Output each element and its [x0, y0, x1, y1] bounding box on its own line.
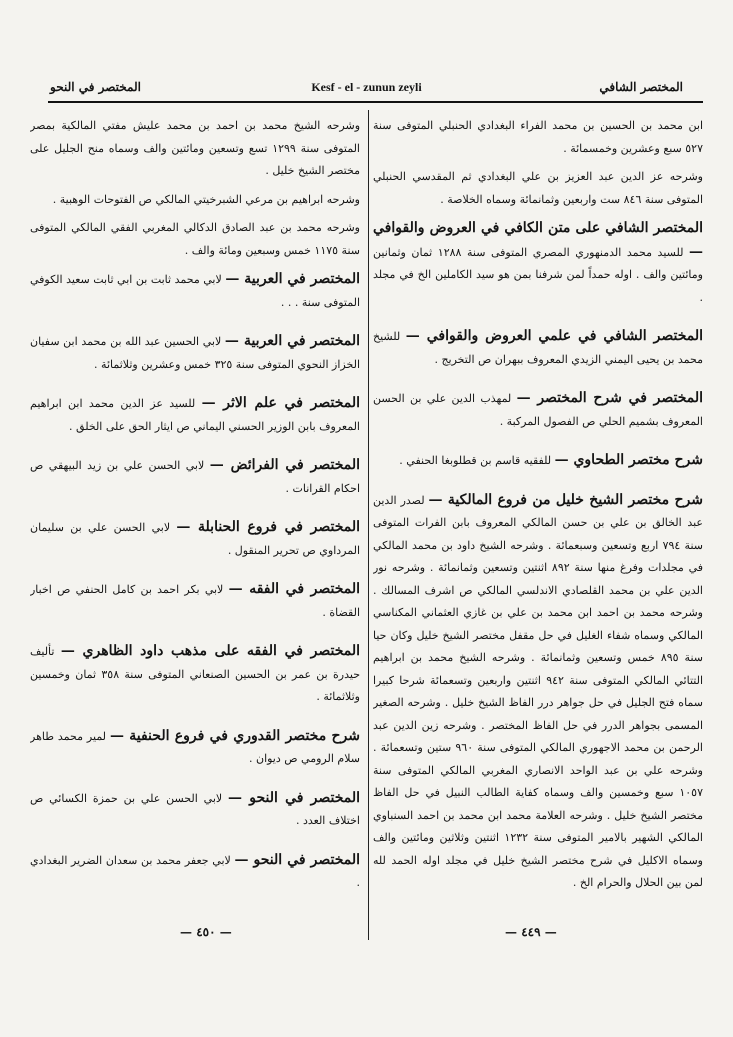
right-column: [373, 115, 703, 930]
entry-text: للسيد عز الدين محمد ابن ابراهيم المعروف بابن الوزير الحسني اليماني ص ايثار الحق على الخلق .: [30, 397, 360, 433]
entry-text: لابي بكر احمد بن كامل الحنفي ص اخبار القضاة .: [30, 583, 360, 619]
header-right-title: المختصر الشافي: [599, 80, 683, 94]
entry-text: تأليف حيدرة بن عمر بن الحسين الصنعاني المتوفى سنة ٣٥٨ ثمان وخمسين وثلاثمائة .: [30, 645, 360, 703]
entry-title: المختصر الشافي في علمي العروض والقوافي —: [405, 328, 703, 344]
entry-title: المختصر الشافي على متن الكافي في العروض والقوافي —: [373, 220, 703, 260]
entry: [30, 578, 360, 624]
entry: [30, 217, 360, 262]
entry: [373, 217, 703, 309]
entry: [373, 325, 703, 371]
entry: [30, 115, 360, 183]
entry: [30, 454, 360, 500]
entry-text: وشرحه عز الدين عبد العزيز بن علي البغدادي ثم المقدسي الحنبلي المتوفى سنة ٨٤٦ ست واربعين وثمانمائة وسماه الخلاصة .: [373, 170, 703, 206]
entry-text: للشيخ محمد بن يحيى اليمني الزيدي المعروف ببهران ص التخريج .: [373, 330, 703, 366]
entry-title: المختصر في فروع الحنابلة —: [176, 519, 360, 535]
entry-text: لابي الحسين عبد الله بن محمد ابن سفيان الخزاز النحوي المتوفى سنة ٣٢٥ خمس وعشرين وثلاثمائة .: [30, 335, 360, 371]
entry-text: لابي الحسن علي بن حمزة الكسائي ص اختلاف العدد .: [30, 791, 360, 827]
entry-title: المختصر في الفقه —: [228, 581, 360, 597]
entry: [373, 489, 703, 895]
header-center-title: Kesf - el - zunun zeyli: [311, 80, 422, 94]
header-left-title: المختصر في النحو: [50, 80, 141, 94]
entry-text: للفقيه قاسم بن قطلوبغا الحنفي .: [399, 454, 552, 467]
entry: [30, 849, 360, 895]
entry-title: المختصر في النحو —: [228, 789, 360, 806]
entry-title: شرح مختصر الطحاوي —: [554, 452, 703, 468]
entry: [30, 516, 360, 562]
entry-text: لابي الحسن علي بن زيد البيهقي ص احكام القرانات .: [30, 459, 360, 495]
header-rule: [48, 101, 703, 103]
entry: [30, 330, 360, 376]
entry-text: للسيد محمد الدمنهوري المصري المتوفى سنة ١٢٨٨ ثمان وثمانين ومائتين والف . اوله حمداً لمن شرفنا بمن هو سيد الكاملين الخ في مجلد .: [373, 245, 703, 304]
entry-title: المختصر في العربية —: [225, 271, 360, 287]
entry-title: المختصر في النحو —: [234, 851, 360, 868]
entry: [373, 115, 703, 160]
entry-text: ابن محمد بن الحسين بن محمد الفراء البغدادي الحنبلي المتوفى سنة ٥٢٧ سبع وعشرين وخمسمائة .: [373, 119, 703, 155]
entry-text: لمير محمد طاهر سلام الرومي ص ديوان .: [30, 729, 360, 765]
page-number-right: — ٤٤٩ —: [505, 925, 557, 939]
entry: [30, 787, 360, 833]
running-header: [30, 80, 703, 100]
entry-text: لمهذب الدين علي بن الحسن المعروف بشميم الحلي ص الفصول المركبة .: [373, 392, 703, 428]
entry: [30, 392, 360, 438]
entry-text: لابي محمد ثابت بن ابي ثابت سعيد الكوفي المتوفى سنة . . .: [30, 273, 360, 309]
entry-title: المختصر في الفرائض —: [209, 457, 360, 473]
entry-title: المختصر في علم الاثر —: [201, 395, 360, 411]
page-number-left: — ٤٥٠ —: [180, 925, 232, 939]
entry-text: لصدر الدين عبد الخالق بن علي بن حسن المالكي المعروف بابن الفرات المتوفى سنة ٧٩٤ اربع وتسعين وسبعمائة . وشرحه الشيخ داود بن محمد المالكي في مجلدات وفرغ منها سنة ٨٩٢ اثنتين وتسعين وثمانمائة . وشرحه نور الدين علي بن محمد القلصادي الاندلسي المالكي ص اشرف المسالك . وشرحه محمد بن احمد ابن محمد بن علي بن غازي العثماني المكناسي المالكي وسماه شفاء الغليل في حل مقفل مختصر الشيخ خليل وكان حيا سنة ٨٩٥ خمس وتسعين وثمانمائة . وشرحه الشيخ محمد بن ابراهيم التتائي المالكي المتوفى سنة ٩٤٢ اثنتين واربعين وتسعمائة شرحا كبيرا سماه فتح الجليل في حل جواهر درر الفاظ الشيخ خليل . وشرحه الصغير المسمى بجواهر الدرر في حل الفاظ المختصر . وشرحه زين الدين عبد الرحمن بن محمد الاجهوري المالكي المتوفى سنة ٩٦٠ ستين وتسعمائة . وشرحه علي بن عبد الواحد الانصاري المغربي المالكي المتوفى سنة ١٠٥٧ سبع وخمسين والف وسماه كفاية الطالب النبيل في حل الفاظ مختصر الشيخ خليل . وشرحه العلامة محمد ابن محمد بن احمد السنباوي المالكي الشهير بالامير المتوفى سنة ١٢٣٢ اثنتين وثلاثين ومائتين والف وسماه الاكليل في شرح مختصر الشيخ خليل في مجلد اوله الحمد لله لمن بين الحلال والحرام الخ .: [373, 493, 703, 889]
entry-text: وشرحه محمد بن عبد الصادق الدكالي المغربي الفقي المالكي المتوفى سنة ١١٧٥ خمس وسبعين ومائة والف .: [30, 221, 360, 257]
entry: [373, 387, 703, 433]
entry: [30, 640, 360, 709]
entry-text: لابي جعفر محمد بن سعدان الضرير البغدادي .: [30, 853, 360, 889]
entry: [30, 189, 360, 212]
entry-title: المختصر في شرح المختصر —: [516, 390, 703, 406]
entry: [373, 449, 703, 473]
column-divider: [368, 110, 369, 940]
entry-title: شرح مختصر القدوري في فروع الحنفية —: [109, 727, 360, 744]
entry-text: وشرحه ابراهيم بن مرعي الشبرخيتي المالكي ص الفتوحات الوهبية .: [52, 192, 360, 206]
entry-title: المختصر في الفقه على مذهب داود الظاهري —: [60, 643, 360, 659]
left-column: [30, 115, 360, 930]
entry: [30, 725, 360, 771]
entry-title: شرح مختصر الشيخ خليل من فروع المالكية —: [428, 491, 703, 508]
entry: [30, 268, 360, 314]
entry: [373, 166, 703, 211]
entry-text: لابي الحسن علي بن سليمان المرداوي ص تحرير المنقول .: [30, 521, 360, 557]
entry-text: وشرحه الشيخ محمد بن احمد بن محمد عليش مفتي المالكية بمصر المتوفى سنة ١٢٩٩ تسع وتسعين ومائتين والف وسماه منح الجليل على مختصر الشيخ خليل .: [30, 119, 360, 177]
entry-title: المختصر في العربية —: [224, 333, 360, 349]
